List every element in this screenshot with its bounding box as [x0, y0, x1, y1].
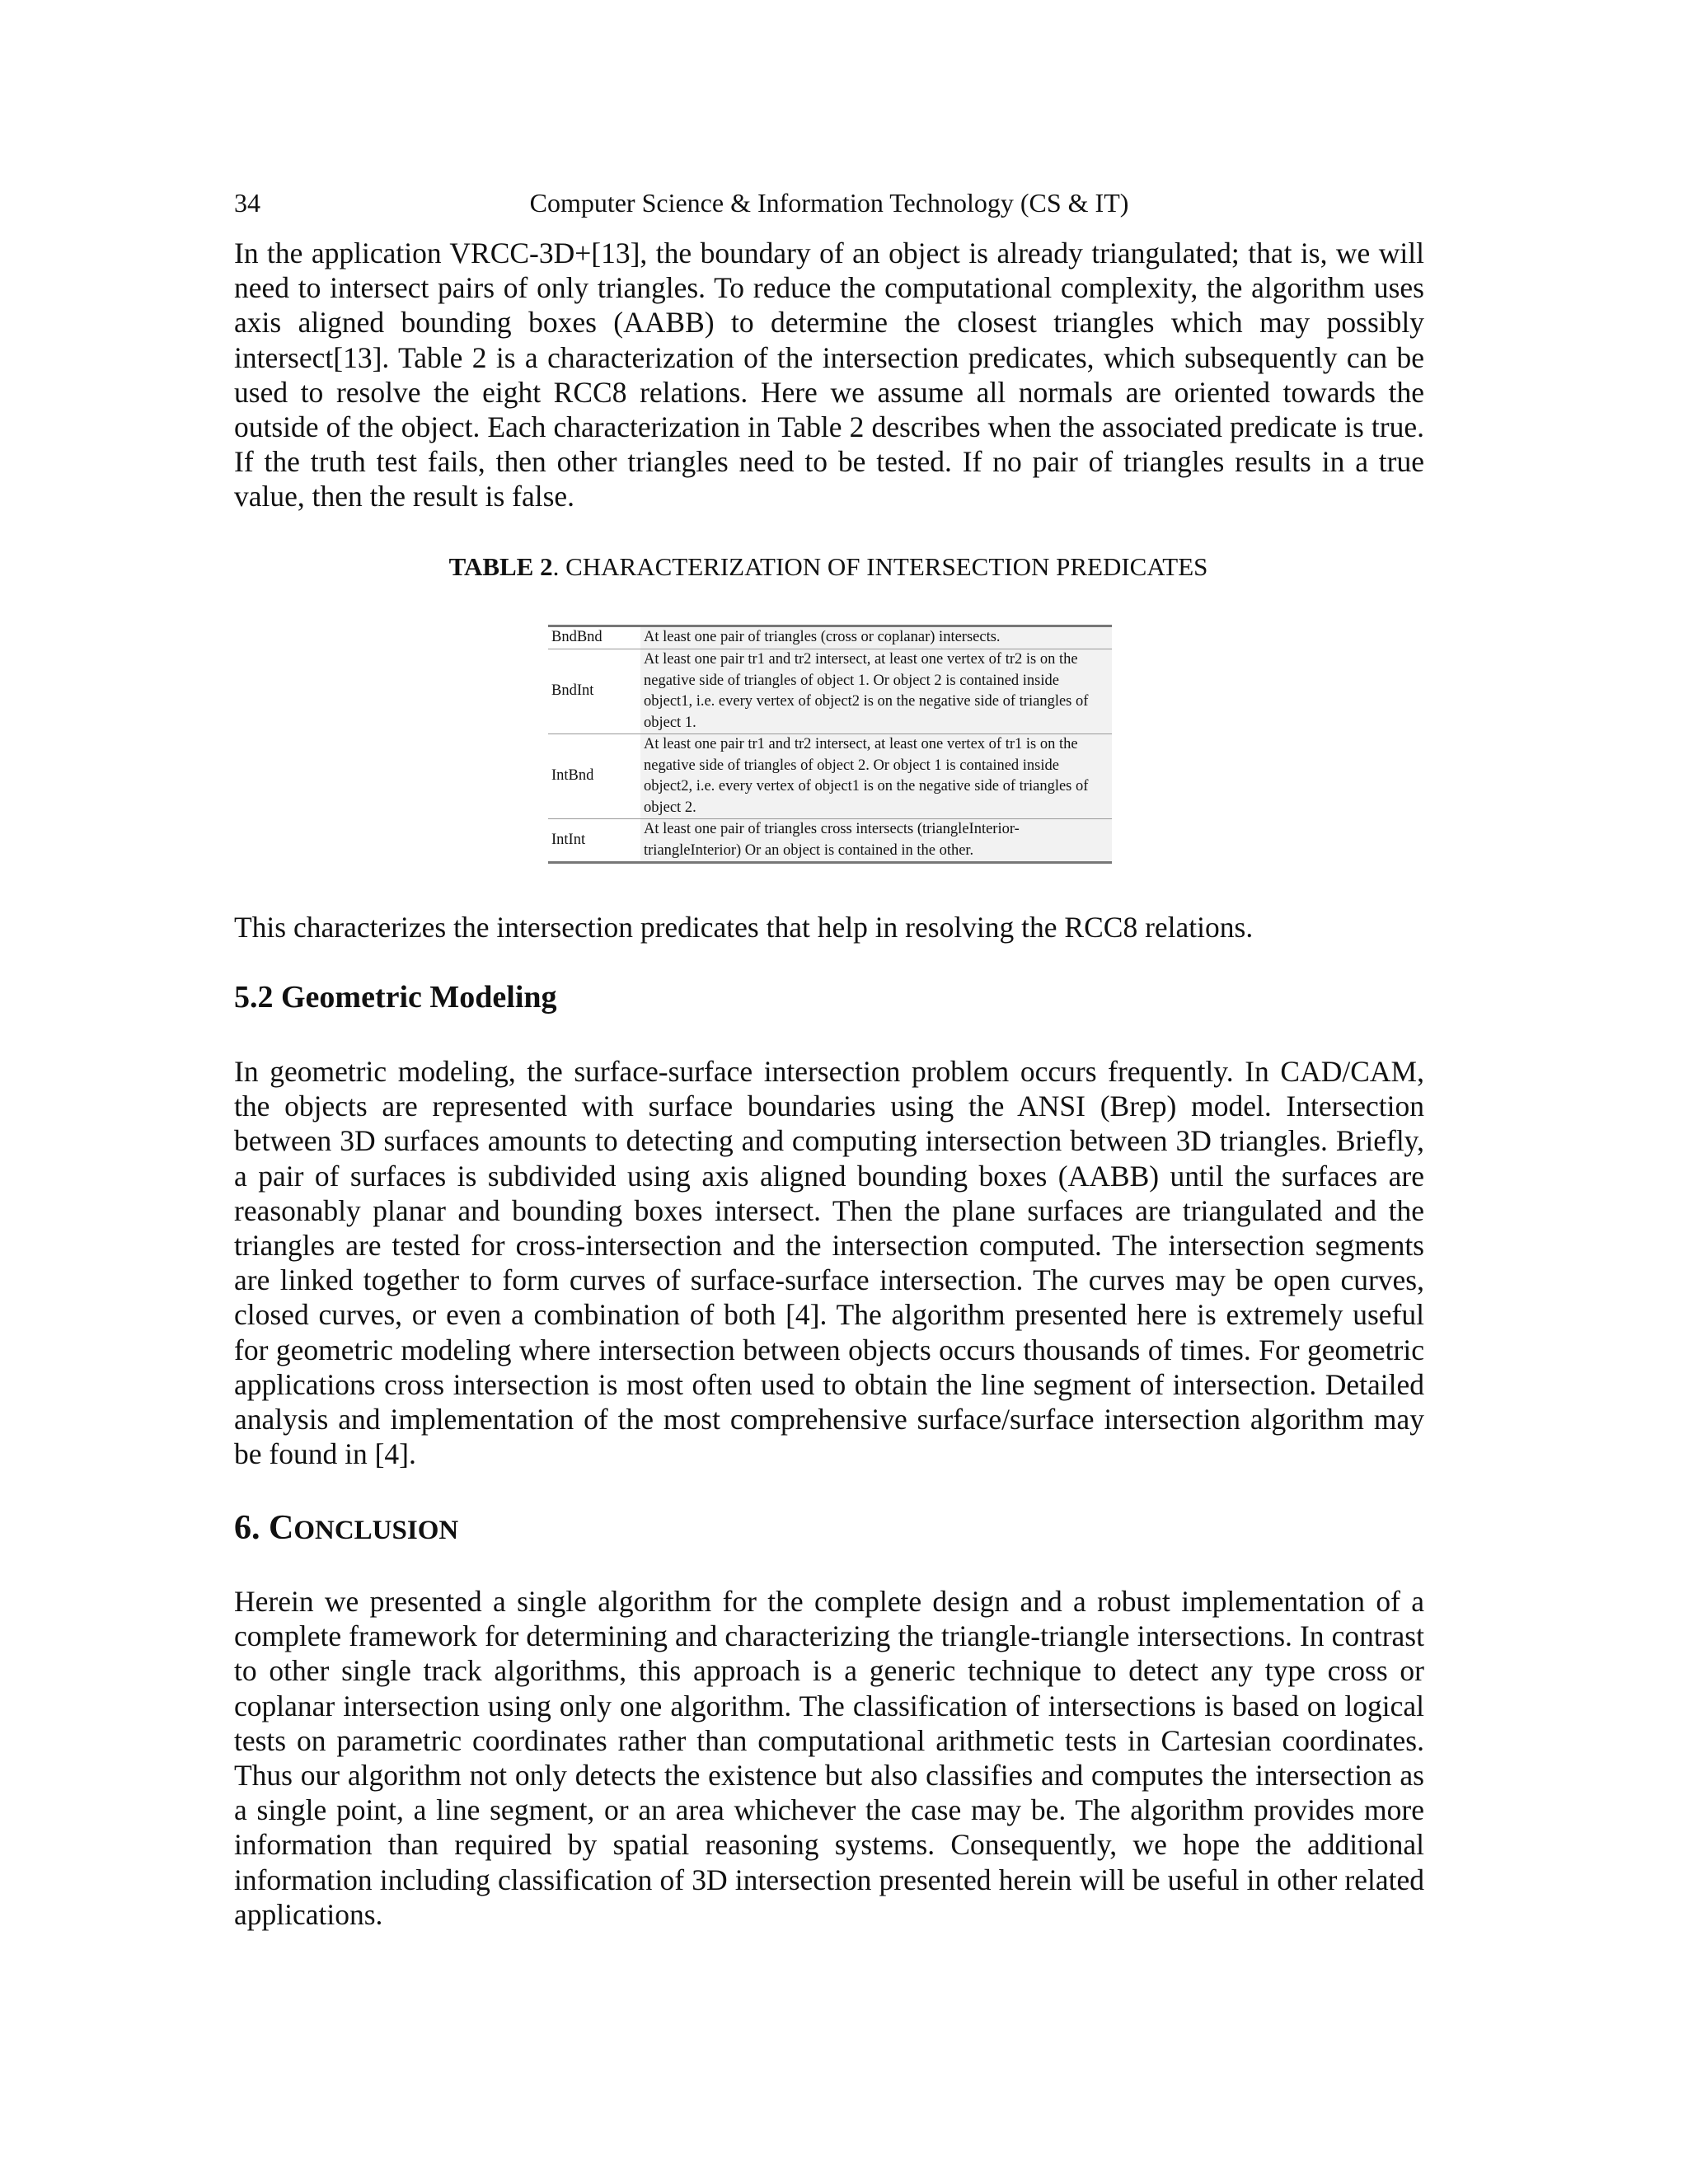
section-heading-conclusion — [234, 1507, 458, 1552]
page-number: 34 — [234, 188, 260, 218]
description-cell: At least one pair of triangles (cross or coplanar) intersects. — [640, 626, 1112, 649]
geometric-modeling-paragraph: In geometric modeling, the surface-surface intersection problem occurs frequently. In CAD/CAM, the objects are represented with surface boundaries using the ANSI (Brep) model. Intersection between 3D surfaces amounts to detecting and computing intersection between 3D triangles. Briefly, a pair of surfaces is subdivided using axis aligned bounding boxes (AABB) until the surfaces are reasonably planar and bounding boxes intersect. Then the plane surfaces are triangulated and the triangles are tested for cross-intersection and the intersection computed. The intersection segments are linked together to form curves of surface-surface intersection. The curves may be open curves, closed curves, or even a combination of both [4]. The algorithm presented here is extremely useful for geometric modeling where intersection between objects occurs thousands of times. For geometric applications cross intersection is most often used to obtain the line segment of intersection. Detailed analysis and implementation of the most comprehensive surface/surface intersection algorithm may be found in [4]. — [234, 1055, 1424, 1471]
table-row — [548, 734, 1112, 819]
description-cell: At least one pair tr1 and tr2 intersect, at least one vertex of tr2 is on the negative side of triangles of object 1. Or object 2 is contained inside object1, i.e. every vertex of object2 is on the negative side of triangles of object 1. — [640, 649, 1112, 734]
conclusion-heading-rest: ONCLUSION — [293, 1516, 459, 1545]
running-header — [234, 186, 1424, 219]
journal-title: Computer Science & Information Technology (CS & IT) — [529, 188, 1129, 218]
table-caption — [0, 551, 1657, 583]
conclusion-heading-number: 6. C — [234, 1509, 294, 1547]
table-caption-text: . CHARACTERIZATION OF INTERSECTION PREDICATES — [552, 552, 1208, 581]
section-heading-geometric-modeling: 5.2 Geometric Modeling — [234, 980, 557, 1015]
table-row — [548, 819, 1112, 863]
table-row — [548, 626, 1112, 649]
predicates-table — [548, 625, 1112, 864]
predicate-cell: BndInt — [548, 649, 640, 734]
predicate-cell: IntBnd — [548, 734, 640, 819]
table-summary-paragraph: This characterizes the intersection predicates that help in resolving the RCC8 relations. — [234, 911, 1254, 944]
description-cell: At least one pair of triangles cross intersects (triangleInterior-triangleInterior) Or an object is contained in the other. — [640, 819, 1112, 863]
table-row — [548, 649, 1112, 734]
predicate-cell: IntInt — [548, 819, 640, 863]
intro-paragraph: In the application VRCC-3D+[13], the boundary of an object is already triangulated; that is, we will need to intersect pairs of only triangles. To reduce the computational complexity, the algorithm uses axis aligned bounding boxes (AABB) to determine the closest triangles which may possibly intersect[13]. Table 2 is a characterization of the intersection predicates, which subsequently can be used to resolve the eight RCC8 relations. Here we assume all normals are oriented towards the outside of the object. Each characterization in Table 2 describes when the associated predicate is true. If the truth test fails, then other triangles need to be tested. If no pair of triangles results in a true value, then the result is false. — [234, 237, 1424, 513]
conclusion-paragraph: Herein we presented a single algorithm for the complete design and a robust implementation of a complete framework for determining and characterizing the triangle-triangle intersections. In contrast to other single track algorithms, this approach is a generic technique to detect any type cross or coplanar intersection using only one algorithm. The classification of intersections is based on logical tests on parametric coordinates rather than computational arithmetic tests in Cartesian coordinates. Thus our algorithm not only detects the existence but also classifies and computes the intersection as a single point, a line segment, or an area whichever the case may be. The algorithm provides more information than required by spatial reasoning systems. Consequently, we hope the additional information including classification of 3D intersection presented herein will be useful in other related applications. — [234, 1585, 1424, 1931]
description-cell: At least one pair tr1 and tr2 intersect, at least one vertex of tr1 is on the negative side of triangles of object 2. Or object 1 is contained inside object2, i.e. every vertex of object1 is on the negative side of triangles of object 2. — [640, 734, 1112, 819]
predicate-cell: BndBnd — [548, 626, 640, 649]
table-caption-label: TABLE 2 — [448, 552, 553, 581]
